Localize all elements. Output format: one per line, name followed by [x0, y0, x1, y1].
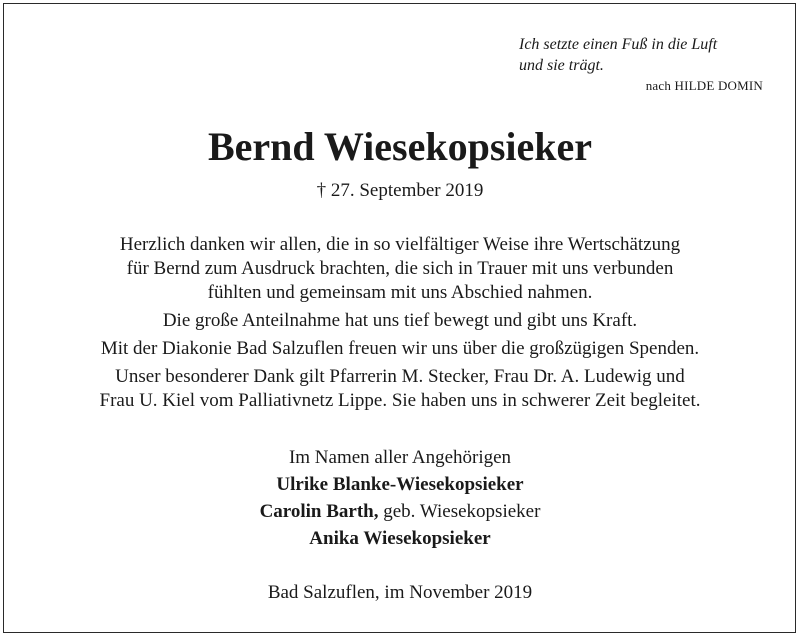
quote-author: nach HILDE DOMIN [645, 78, 763, 93]
message-line: Die große Anteilnahme hat uns tief bewegt und gibt uns Kraft. [162, 310, 638, 331]
message-line: Frau U. Kiel vom Palliativnetz Lippe. Sie haben uns in schwerer Zeit begleitet. [99, 390, 701, 411]
signatory-name: Carolin Barth, [259, 501, 379, 522]
signatory-name: Ulrike Blanke-Wiesekopsieker [276, 474, 524, 495]
death-date: † 27. September 2019 [316, 180, 484, 201]
signatory-name: Anika Wiesekopsieker [309, 528, 491, 549]
place-and-date: Bad Salzuflen, im November 2019 [267, 582, 533, 603]
signature-line [0, 471, 800, 498]
message-paragraph [0, 309, 800, 333]
message-line: Unser besonderer Dank gilt Pfarrerin M. Stecker, Frau Dr. A. Ludewig und [115, 366, 685, 387]
epigraph-quote [519, 34, 717, 76]
quote-line: und sie trägt. [519, 57, 604, 74]
quote-line: Ich setzte einen Fuß in die Luft [519, 36, 718, 53]
signatory-maiden-name: geb. Wiesekopsieker [378, 501, 541, 522]
message-line: für Bernd zum Ausdruck brachten, die sich in Trauer mit uns verbunden [126, 258, 674, 279]
message-paragraph [0, 233, 800, 305]
message-paragraph [0, 365, 800, 413]
signature-line [0, 498, 800, 525]
message-line: fühlten und gemeinsam mit uns Abschied nahmen. [207, 282, 593, 303]
signature-block [0, 444, 800, 552]
message-paragraph [0, 337, 800, 361]
thank-you-message [0, 233, 800, 413]
signature-line [0, 525, 800, 552]
message-line: Herzlich danken wir allen, die in so vielfältiger Weise ihre Wertschätzung [119, 234, 681, 255]
signature-intro: Im Namen aller Angehörigen [288, 447, 512, 468]
deceased-name: Bernd Wiesekopsieker [207, 124, 593, 169]
message-line: Mit der Diakonie Bad Salzuflen freuen wir uns über die großzügigen Spenden. [100, 338, 700, 359]
